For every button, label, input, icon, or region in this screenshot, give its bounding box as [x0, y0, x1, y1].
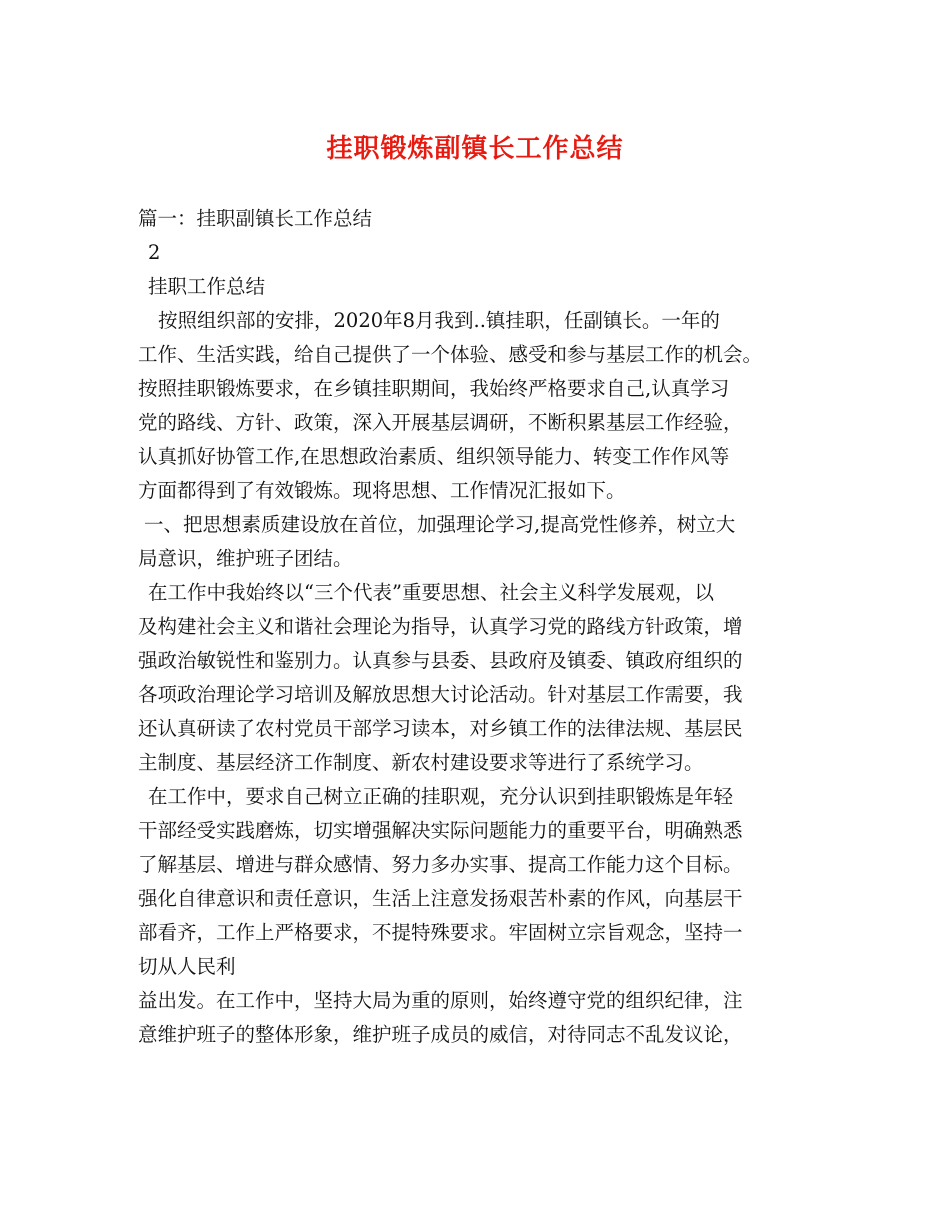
paragraph-line: 还认真研读了农村党员干部学习读本，对乡镇工作的法律法规、基层民: [138, 717, 743, 740]
paragraph-line: 部看齐，工作上严格要求，不提特殊要求。牢固树立宗旨观念，坚持一: [138, 921, 743, 944]
paragraph-line: 干部经受实践磨炼，切实增强解决实际问题能力的重要平台，明确熟悉: [138, 819, 743, 842]
document-title: 挂职锻炼副镇长工作总结: [326, 134, 624, 164]
paragraph-line: 强化自律意识和责任意识，生活上注意发扬艰苦朴素的作风，向基层干: [138, 887, 743, 910]
paragraph-line: 及构建社会主义和谐社会理论为指导，认真学习党的路线方针政策，增: [138, 615, 743, 638]
paragraph-line: 方面都得到了有效锻炼。现将思想、工作情况汇报如下。: [138, 479, 626, 502]
page-number-text: 2: [148, 241, 161, 264]
paragraph-line: 了解基层、增进与群众感情、努力多办实事、提高工作能力这个目标。: [138, 853, 743, 876]
paragraph-line: 局意识，维护班子团结。: [138, 547, 353, 570]
paragraph-line: 切从人民利: [138, 955, 236, 978]
paragraph-line: 强政治敏锐性和鉴别力。认真参与县委、县政府及镇委、镇政府组织的: [138, 649, 743, 672]
paragraph-line: 意维护班子的整体形象，维护班子成员的威信，对待同志不乱发议论，: [138, 1023, 743, 1046]
paragraph-line: 在工作中，要求自己树立正确的挂职观，充分认识到挂职锻炼是年轻: [148, 785, 734, 808]
paragraph-line: 主制度、基层经济工作制度、新农村建设要求等进行了系统学习。: [138, 751, 704, 774]
paragraph-line: 工作、生活实践，给自己提供了一个体验、感受和参与基层工作的机会。: [138, 343, 763, 366]
paragraph-line: 按照组织部的安排，2020年8月我到..镇挂职，任副镇长。一年的: [158, 309, 720, 332]
subheading: 挂职工作总结: [148, 275, 266, 298]
paragraph-line: 党的路线、方针、政策，深入开展基层调研，不断积累基层工作经验，: [138, 411, 743, 434]
section-heading: 篇一：挂职副镇长工作总结: [138, 207, 373, 230]
paragraph-line: 在工作中我始终以“三个代表”重要思想、社会主义科学发展观，以: [148, 581, 714, 604]
paragraph-line: 益出发。在工作中，坚持大局为重的原则，始终遵守党的组织纪律，注: [138, 989, 743, 1012]
paragraph-line: 各项政治理论学习培训及解放思想大讨论活动。针对基层工作需要，我: [138, 683, 743, 706]
section-line: 一、把思想素质建设放在首位，加强理论学习,提高党性修养，树立大: [144, 513, 736, 536]
paragraph-line: 按照挂职锻炼要求，在乡镇挂职期间，我始终严格要求自己,认真学习: [138, 377, 730, 400]
paragraph-line: 认真抓好协管工作,在思想政治素质、组织领导能力、转变工作作风等: [138, 445, 730, 468]
document-body: [138, 202, 818, 1052]
